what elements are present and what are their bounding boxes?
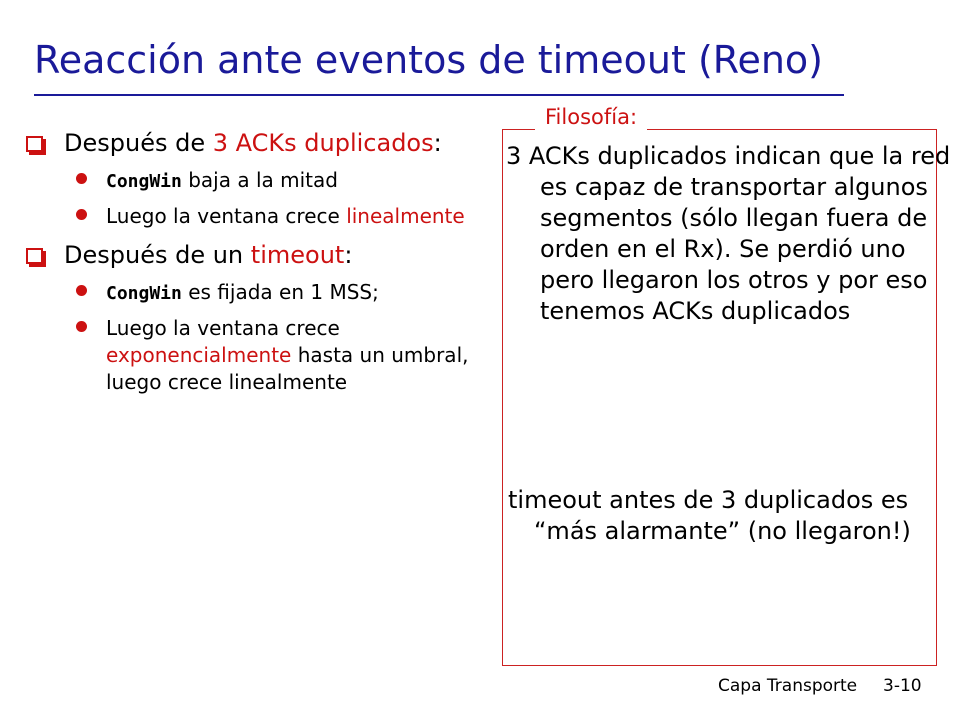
title-underline xyxy=(34,94,844,96)
philosophy-paragraph-1: 3 ACKs duplicados indican que la red es capaz de transportar algunos segmentos (sólo llegan fuera de orden en el Rx). Se perdió uno pero llegaron los otros y por eso tenemos ACKs duplicados xyxy=(506,142,951,325)
round-bullet-icon xyxy=(76,321,87,332)
highlight-timeout: timeout xyxy=(250,241,345,269)
bullet-suffix: : xyxy=(433,129,442,157)
philosophy-paragraph-2: timeout antes de 3 duplicados es “más alarmante” (no llegaron!) xyxy=(508,486,911,545)
bullet-suffix: : xyxy=(344,241,353,269)
highlight-duplicados: duplicados xyxy=(304,129,434,157)
sub-list xyxy=(64,167,486,230)
bullet-prefix: Después de un xyxy=(64,241,251,269)
slide-title: Reacción ante eventos de timeout (Reno) xyxy=(34,38,824,82)
sub-bullet-congwin-1mss xyxy=(64,279,486,307)
philosophy-label: Filosofía: xyxy=(535,103,647,131)
highlight-exponencialmente: exponencialmente xyxy=(106,343,292,367)
highlight-3-acks: 3 ACKs xyxy=(212,129,297,157)
bullet-prefix: Después de xyxy=(64,129,213,157)
round-bullet-icon xyxy=(76,285,87,296)
sub-list xyxy=(64,279,486,396)
round-bullet-icon xyxy=(76,209,87,220)
square-bullet-icon xyxy=(26,248,43,264)
footer-page-number: 3-10 xyxy=(883,676,922,696)
round-bullet-icon xyxy=(76,173,87,184)
square-bullet-icon xyxy=(26,136,43,152)
footer-chapter: Capa Transporte xyxy=(718,676,858,696)
sub-bullet-congwin-half xyxy=(64,167,486,195)
sub-text-rest: hasta un umbral, luego crece linealmente xyxy=(106,343,469,394)
highlight-linealmente: linealmente xyxy=(346,204,465,228)
code-congwin: CongWin xyxy=(106,171,182,192)
bullet-after-3-acks xyxy=(26,128,486,230)
sub-bullet-linear-growth xyxy=(64,203,486,230)
sub-text: Luego la ventana crece xyxy=(106,316,340,340)
sub-text: baja a la mitad xyxy=(181,168,338,192)
bullet-list xyxy=(26,128,486,396)
code-congwin: CongWin xyxy=(106,283,182,304)
sub-text: Luego la ventana crece xyxy=(106,204,347,228)
sub-bullet-exponential-growth xyxy=(64,315,486,396)
sub-text: es fijada en 1 MSS; xyxy=(181,280,379,304)
bullet-after-timeout xyxy=(26,240,486,396)
